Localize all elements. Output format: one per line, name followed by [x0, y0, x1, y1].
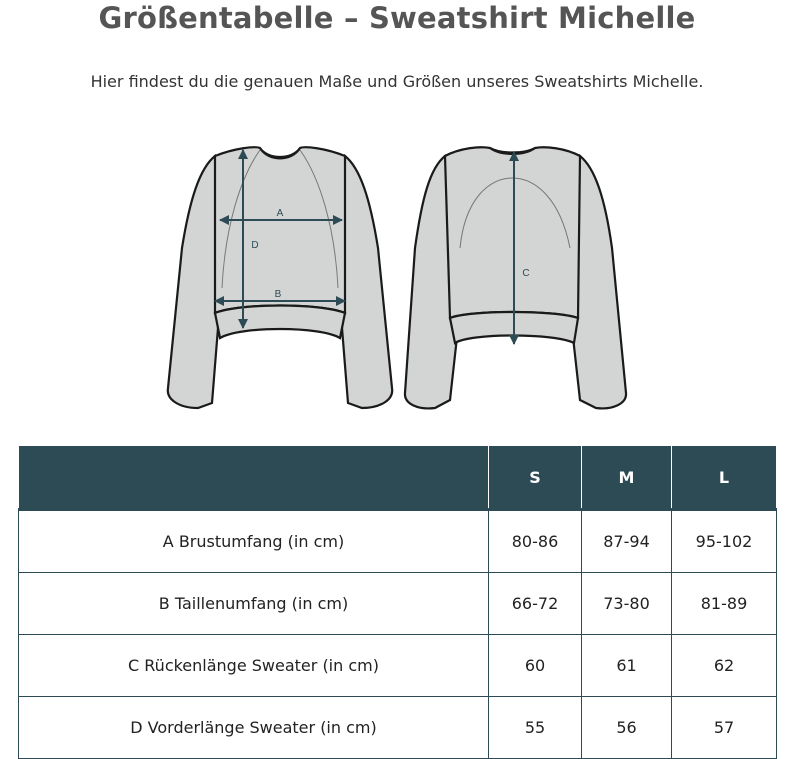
row-label: D Vorderlänge Sweater (in cm) — [19, 697, 489, 759]
table-row — [19, 635, 777, 697]
sweatshirt-illustration — [160, 138, 640, 418]
row-label: B Taillenumfang (in cm) — [19, 573, 489, 635]
header-cell-s: S — [489, 446, 582, 510]
cell-l: 81-89 — [672, 573, 777, 635]
front-right-sleeve — [338, 156, 392, 408]
size-table — [18, 446, 777, 759]
table-row — [19, 573, 777, 635]
cell-s: 66-72 — [489, 573, 582, 635]
front-hem — [215, 306, 345, 339]
table-header-row — [19, 446, 777, 510]
measure-c-label: C — [522, 268, 530, 279]
front-view — [168, 147, 392, 408]
cell-s: 55 — [489, 697, 582, 759]
front-left-sleeve — [168, 156, 222, 408]
cell-m: 73-80 — [582, 573, 672, 635]
measure-d-label: D — [251, 240, 259, 251]
cell-m: 87-94 — [582, 510, 672, 573]
cell-m: 56 — [582, 697, 672, 759]
page-title: Größentabelle – Sweatshirt Michelle — [98, 1, 696, 35]
header-cell-m: M — [582, 446, 672, 510]
cell-s: 60 — [489, 635, 582, 697]
measure-b-label: B — [274, 289, 282, 300]
table-row — [19, 697, 777, 759]
header-cell-empty — [19, 446, 489, 510]
measure-a-label: A — [276, 208, 284, 219]
cell-m: 61 — [582, 635, 672, 697]
back-body — [445, 147, 580, 318]
header-cell-l: L — [672, 446, 777, 510]
cell-l: 62 — [672, 635, 777, 697]
row-label: C Rückenlänge Sweater (in cm) — [19, 635, 489, 697]
table-row — [19, 510, 777, 573]
cell-s: 80-86 — [489, 510, 582, 573]
row-label: A Brustumfang (in cm) — [19, 510, 489, 573]
back-view — [405, 147, 626, 408]
page-subtitle: Hier findest du die genauen Maße und Größen unseres Sweatshirts Michelle. — [90, 72, 704, 91]
cell-l: 57 — [672, 697, 777, 759]
cell-l: 95-102 — [672, 510, 777, 573]
